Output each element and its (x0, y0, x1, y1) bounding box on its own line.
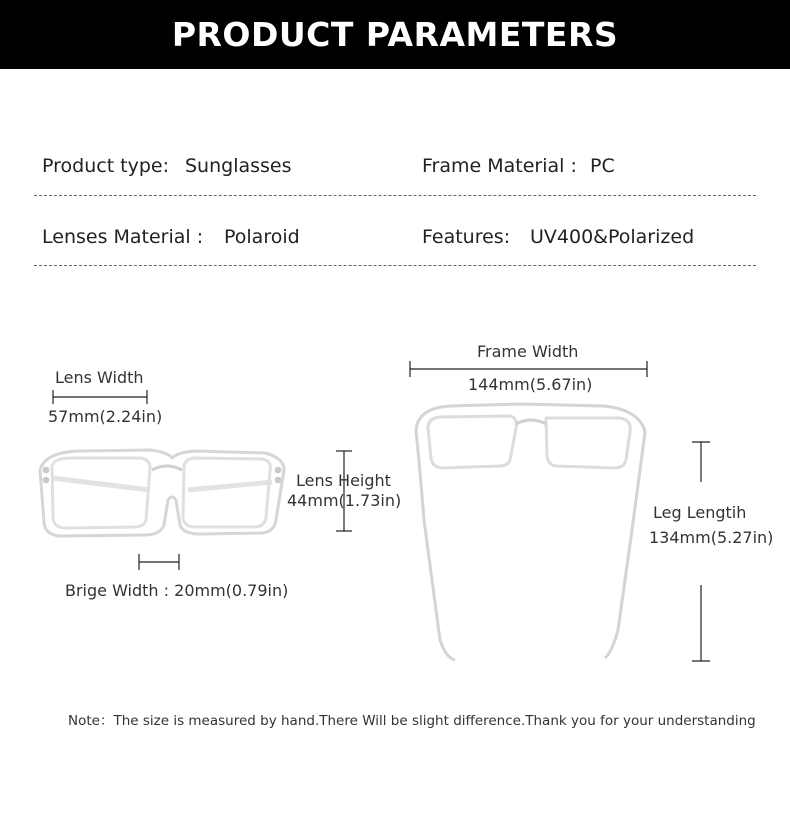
product-type-label: Product type: (42, 155, 170, 177)
lens-width-label: Lens Width (55, 368, 144, 387)
features-label: Features: (422, 226, 511, 248)
lenses-material-value: Polaroid (224, 226, 300, 248)
frame-width-value: 144mm(5.67in) (468, 375, 593, 394)
bridge-width-label: Brige Width : 20mm(0.79in) (65, 581, 289, 600)
lens-width-value: 57mm(2.24in) (48, 407, 163, 426)
front-view-glasses-icon (40, 450, 284, 536)
lens-height-value: 44mm(1.73in) (287, 491, 402, 510)
leg-length-label: Leg Lengtih (653, 503, 747, 522)
frame-width-label: Frame Width (477, 342, 579, 361)
frame-material-label: Frame Material : (422, 155, 577, 177)
footnote: Note：The size is measured by hand.There Will be slight difference.Thank you for your understanding (68, 713, 756, 729)
page-title: PRODUCT PARAMETERS (171, 15, 619, 54)
frame-material-value: PC (590, 155, 615, 177)
top-view-glasses-icon (416, 404, 645, 660)
lenses-material-label: Lenses Material : (42, 226, 204, 248)
leg-length-value: 134mm(5.27in) (649, 528, 774, 547)
product-type-value: Sunglasses (185, 155, 292, 177)
features-value: UV400&Polarized (530, 226, 695, 248)
lens-height-label: Lens Height (296, 471, 391, 490)
